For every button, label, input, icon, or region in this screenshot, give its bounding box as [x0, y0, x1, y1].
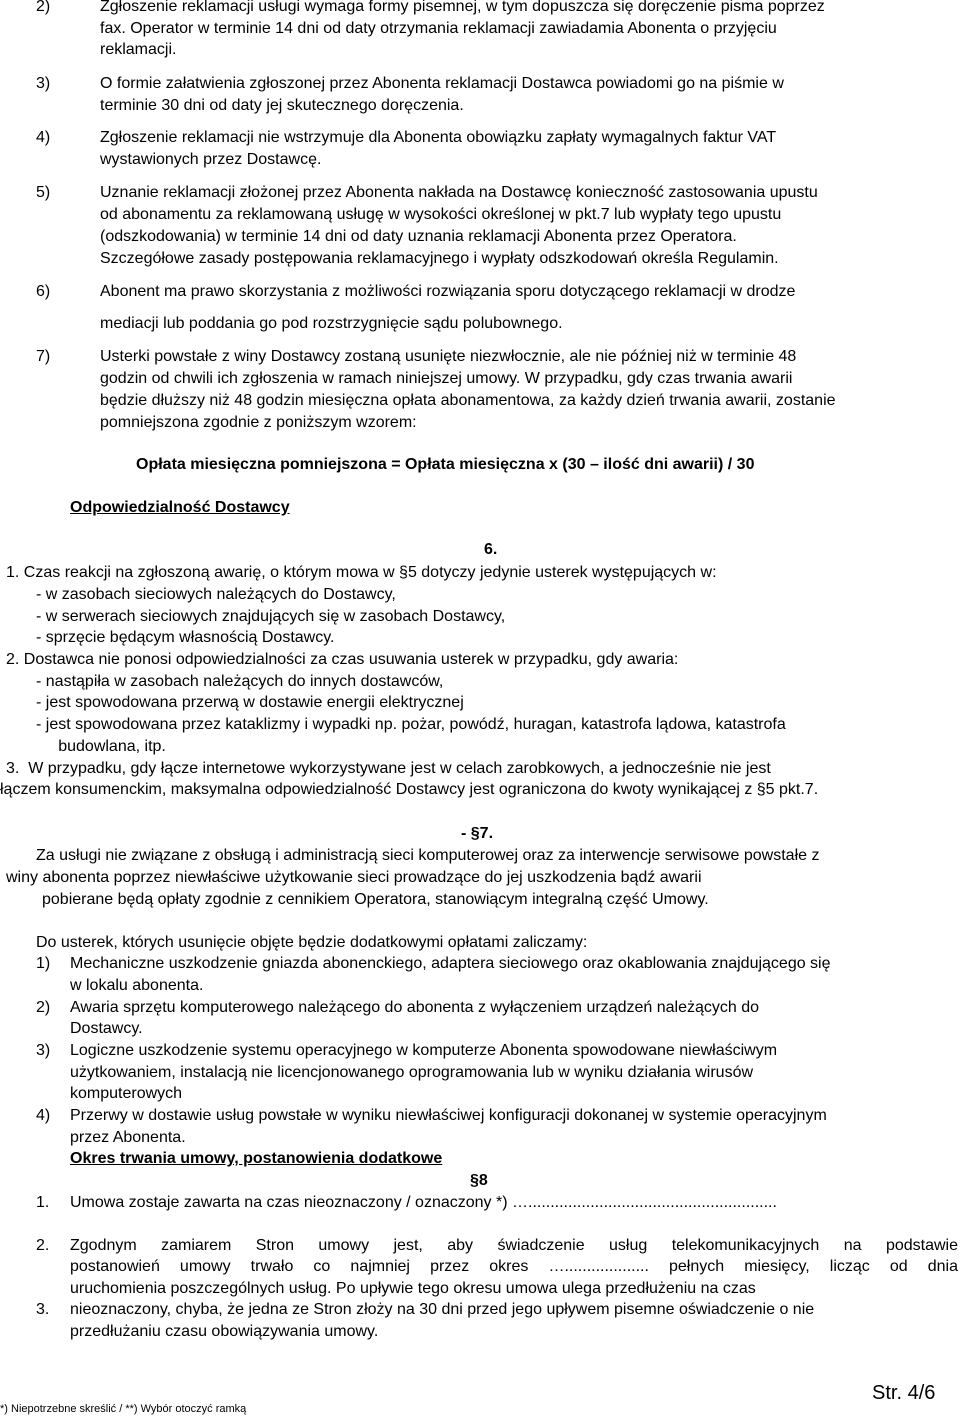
paragraph-8-mark: §8 — [470, 1172, 488, 1189]
liability-line: - sprzęcie będącym własnością Dostawcy. — [36, 629, 335, 646]
item-2-line: reklamacji. — [100, 41, 177, 58]
item-5-line: Uznanie reklamacji złożonej przez Abonenta nakłada na Dostawcę konieczność zastosowania upustu — [100, 184, 818, 201]
extra-item-line: Mechaniczne uszkodzenie gniazda abonenckiego, adaptera sieciowego oraz okablowania znajdującego się — [70, 955, 831, 972]
item-7-line: godzin od chwili ich zgłoszenia w ramach niniejszej umowy. W przypadku, gdy czas trwania awarii — [100, 370, 793, 387]
item-2-line: fax. Operator w terminie 14 dni od daty otrzymania reklamacji zawiadamia Abonenta o przyjęciu — [100, 20, 777, 37]
heading-term: Okres trwania umowy, postanowienia dodatkowe — [70, 1150, 443, 1167]
item-number: 4) — [36, 1107, 51, 1124]
item-number: 2. — [36, 1237, 50, 1254]
item-number: 1. — [36, 1194, 50, 1211]
paragraph-7-line: pobierane będą opłaty zgodnie z cennikiem Operatora, stanowiącym integralną część Umowy. — [42, 891, 709, 908]
item-2-line: Zgłoszenie reklamacji usługi wymaga formy pisemnej, w tym dopuszcza się doręczenie pisma poprzez — [100, 0, 825, 15]
item-number: 6) — [36, 283, 51, 300]
item-6-line: Abonent ma prawo skorzystania z możliwości rozwiązania sporu dotyczącego reklamacji w drodze — [100, 283, 796, 300]
extra-item-line: Przerwy w dostawie usług powstałe w wyniku niewłaściwej konfiguracji dokonanej w systemie operacyjnym — [70, 1107, 827, 1124]
liability-line: - jest spowodowana przerwą w dostawie energii elektrycznej — [36, 694, 464, 711]
item-number: 3) — [36, 1042, 51, 1059]
item-number: 2) — [36, 0, 51, 15]
extra-item-line: przez Abonenta. — [70, 1129, 186, 1146]
extra-item-line: Logiczne uszkodzenie systemu operacyjnego w komputerze Abonenta spowodowane niewłaściwym — [70, 1042, 778, 1059]
footnote: *) Niepotrzebne skreślić / **) Wybór otoczyć ramką — [0, 1403, 247, 1415]
item-number: 5) — [36, 184, 51, 201]
formula: Opłata miesięczna pomniejszona = Opłata miesięczna x (30 – ilość dni awarii) / 30 — [136, 456, 755, 473]
term-item-line: nieoznaczony, chyba, że jedna ze Stron złoży na 30 dni przed jego upływem pisemne oświadczenie o nie — [70, 1301, 815, 1318]
item-number: 3) — [36, 75, 51, 92]
item-5-line: od abonamentu za reklamowaną usługę w wysokości określonej w pkt.7 lub wypłaty tego upustu — [100, 206, 782, 223]
liability-line: - w serwerach sieciowych znajdujących się w zasobach Dostawcy, — [36, 608, 506, 625]
term-item-line: postanowień umowy trwało co najmniej przez okres …................... pełnych miesięcy, licząc od dnia — [70, 1258, 958, 1275]
page-number: Str. 4/6 — [872, 1382, 936, 1404]
item-number: 1) — [36, 955, 51, 972]
paragraph-7-line: winy abonenta poprzez niewłaściwe użytkowanie sieci prowadzące do jej uszkodzenia bądź awarii — [6, 869, 702, 886]
item-3-line: O formie załatwienia zgłoszonej przez Abonenta reklamacji Dostawca powiadomi go na piśmie w — [100, 75, 784, 92]
item-4-line: wystawionych przez Dostawcę. — [100, 151, 322, 168]
extra-item-line: Awaria sprzętu komputerowego należącego do abonenta z wyłączeniem urządzeń należących do — [70, 999, 760, 1016]
heading-liability: Odpowiedzialność Dostawcy — [70, 499, 290, 516]
item-7-line: Usterki powstałe z winy Dostawcy zostaną usunięte niezwłocznie, ale nie później niż w terminie 48 — [100, 348, 797, 365]
item-number: 3. — [36, 1301, 50, 1318]
liability-line: budowlana, itp. — [36, 738, 166, 755]
extra-intro: Do usterek, których usunięcie objęte będzie dodatkowymi opłatami zaliczamy: — [36, 934, 588, 951]
paragraph-6-mark: 6. — [484, 541, 498, 558]
item-5-line: (odszkodowania) w terminie 14 dni od daty uznania reklamacji Abonenta przez Operatora. — [100, 228, 737, 245]
liability-line: 1. Czas reakcji na zgłoszoną awarię, o którym mowa w §5 dotyczy jedynie usterek występujących w: — [6, 564, 717, 581]
item-4-line: Zgłoszenie reklamacji nie wstrzymuje dla Abonenta obowiązku zapłaty wymagalnych faktur VAT — [100, 129, 777, 146]
liability-line: - jest spowodowana przez kataklizmy i wypadki np. pożar, powódź, huragan, katastrofa lądowa, katastrofa — [36, 716, 786, 733]
item-number: 4) — [36, 129, 51, 146]
liability-line: 3. W przypadku, gdy łącze internetowe wykorzystywane jest w celach zarobkowych, a jednocześnie nie jest — [6, 760, 771, 777]
item-6-line: mediacji lub poddania go pod rozstrzygnięcie sądu polubownego. — [100, 315, 563, 332]
extra-item-line: użytkowaniem, instalacją nie licencjonowanego oprogramowania lub w wyniku działania wirusów — [70, 1064, 754, 1081]
extra-item-line: w lokalu abonenta. — [70, 977, 204, 994]
term-item-line: uruchomienia poszczególnych usług. Po upływie tego okresu umowa ulega przedłużeniu na czas — [70, 1280, 756, 1297]
paragraph-7-line: Za usługi nie związane z obsługą i administracją sieci komputerowej oraz za interwencje serwisowe powstałe z — [36, 847, 820, 864]
item-7-line: będzie dłuższy niż 48 godzin miesięczna opłata abonamentowa, za każdy dzień trwania awarii, zostanie — [100, 392, 836, 409]
extra-item-line: Dostawcy. — [70, 1020, 143, 1037]
term-item-line: Umowa zostaje zawarta na czas nieoznaczony / oznaczony *) …........................................................ — [70, 1194, 777, 1211]
liability-line: - w zasobach sieciowych należących do Dostawcy, — [36, 586, 396, 603]
liability-line: 2. Dostawca nie ponosi odpowiedzialności za czas usuwania usterek w przypadku, gdy awaria: — [6, 651, 679, 668]
item-3-line: terminie 30 dni od daty jej skutecznego doręczenia. — [100, 97, 464, 114]
item-7-line: pomniejszona zgodnie z poniższym wzorem: — [100, 414, 417, 431]
term-item-line: przedłużaniu czasu obowiązywania umowy. — [70, 1323, 379, 1340]
liability-line: łączem konsumenckim, maksymalna odpowiedzialność Dostawcy jest ograniczona do kwoty wynikającej z §5 pkt.7. — [0, 781, 819, 798]
item-5-line: Szczegółowe zasady postępowania reklamacyjnego i wypłaty odszkodowań określa Regulamin. — [100, 250, 779, 267]
item-number: 2) — [36, 999, 51, 1016]
liability-line: - nastąpiła w zasobach należących do innych dostawców, — [36, 673, 444, 690]
paragraph-7-mark: - §7. — [461, 825, 494, 842]
item-number: 7) — [36, 348, 51, 365]
extra-item-line: komputerowych — [70, 1085, 183, 1102]
term-item-line: Zgodnym zamiarem Stron umowy jest, aby świadczenie usług telekomunikacyjnych na podstawie — [70, 1237, 958, 1254]
